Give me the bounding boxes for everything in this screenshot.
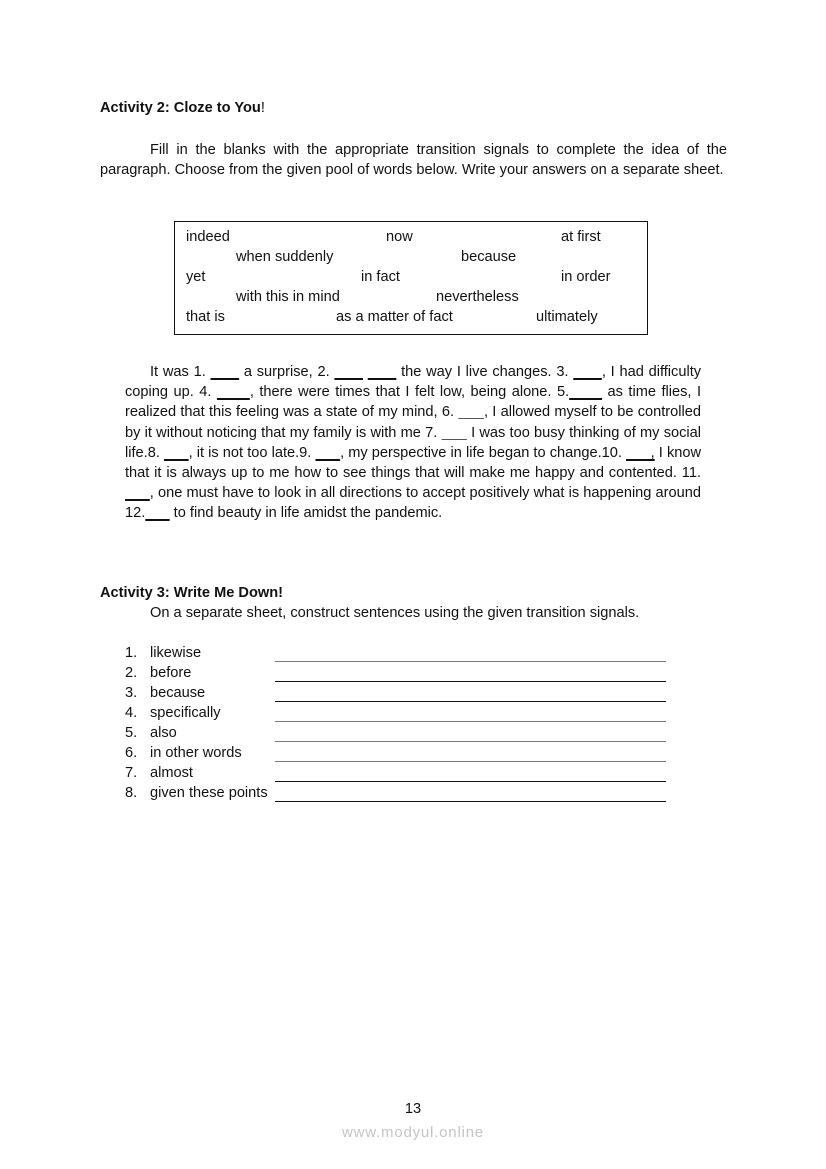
word-pool-item: with this in mind [236, 289, 340, 305]
word-pool-item: in order [561, 269, 611, 285]
answer-line[interactable] [275, 801, 666, 802]
answer-line[interactable] [275, 741, 666, 742]
cloze-text: I know that it is always up to me how to see things that will make me happy and contented. 11. [125, 444, 702, 482]
answer-line[interactable] [275, 701, 666, 702]
list-item-number: 4. [125, 705, 138, 721]
answer-line[interactable] [275, 681, 666, 682]
page-number: 13 [404, 1101, 422, 1117]
list-item-label: because [150, 685, 206, 701]
cloze-blank-12 [145, 505, 169, 521]
word-pool-item: yet [186, 269, 206, 285]
cloze-text: , it is not too late.9. [188, 444, 316, 461]
list-item-label: before [150, 665, 192, 681]
list-item [125, 705, 670, 725]
list-item [125, 685, 670, 705]
cloze-blank-10: , [626, 444, 655, 461]
list-item-label: almost [150, 765, 193, 781]
cloze-text: a surprise, 2. [239, 364, 335, 380]
cloze-blank-5 [569, 384, 602, 400]
list-item-label: in other words [150, 745, 242, 761]
list-item [125, 745, 670, 765]
cloze-blank-11 [125, 485, 150, 501]
list-item-label: given these points [150, 785, 268, 801]
list-item [125, 765, 670, 785]
list-item-number: 5. [125, 725, 138, 741]
cloze-text: It was 1. [150, 364, 211, 380]
list-item [125, 725, 670, 745]
word-pool-item: now [386, 229, 413, 245]
answer-line[interactable] [275, 721, 666, 722]
cloze-text: to find beauty in life amidst the pandemic. [169, 505, 443, 522]
list-item-label: specifically [150, 705, 221, 721]
cloze-blank-7 [442, 425, 467, 441]
activity-2-title-text: Activity 2: Cloze to You [100, 100, 261, 116]
word-pool-item: ultimately [536, 309, 598, 325]
answer-line[interactable] [275, 761, 666, 762]
cloze-blank-2a [334, 364, 363, 380]
cloze-blank-8 [164, 445, 189, 461]
activity-3-instructions: On a separate sheet, construct sentences using the given transition signals. [150, 605, 640, 621]
cloze-text: , there were times that I felt low, being alone. 5. [249, 384, 570, 401]
word-pool-item: in fact [361, 269, 400, 285]
cloze-blank-9 [315, 445, 340, 461]
word-pool-item: because [461, 249, 517, 265]
cloze-text: , I had difficulty coping up. 4. [125, 364, 702, 401]
cloze-text: the way I live changes. 3. [396, 364, 574, 380]
list-item-number: 1. [125, 645, 138, 661]
word-pool-item: at first [561, 229, 601, 245]
answer-line[interactable] [275, 781, 666, 782]
answer-line[interactable] [275, 661, 666, 662]
cloze-text: , one must have to look in all directions to accept positively what is happening around 12. [125, 485, 701, 522]
cloze-blank-3 [573, 364, 602, 380]
cloze-blank-2b [368, 364, 397, 380]
word-pool-item: that is [186, 309, 225, 325]
activity-2-title-exclamation: ! [260, 100, 265, 116]
cloze-blank-6 [458, 404, 484, 420]
list-item [125, 665, 670, 685]
word-pool-item: as a matter of fact [336, 309, 453, 325]
list-item-label: likewise [150, 645, 202, 661]
list-item-label: also [150, 725, 177, 741]
activity-2-instructions: Fill in the blanks with the appropriate transition signals to complete the idea of the paragraph. Choose from the given pool of words below. Write your answers on a separate sheet. [100, 142, 727, 179]
word-pool-item: indeed [186, 229, 230, 245]
cloze-paragraph-text [125, 362, 701, 524]
cloze-text: , my perspective in life began to change.10. [340, 444, 627, 461]
list-item-number: 2. [125, 665, 138, 681]
watermark: www.modyul.online [342, 1124, 484, 1141]
list-item-number: 3. [125, 685, 138, 701]
cloze-blank-4 [217, 384, 250, 400]
word-pool-item: nevertheless [436, 289, 519, 305]
cloze-text: , I allowed myself to be controlled by it without noticing that my family is with me 7. [125, 404, 701, 441]
word-pool-item: when suddenly [236, 249, 334, 265]
activity-2-title [100, 100, 265, 116]
word-pool-box [174, 221, 648, 335]
cloze-blank-1 [211, 364, 240, 380]
cloze-text: as time flies, I realized that this feeling was a state of my mind, 6. [125, 384, 702, 421]
list-item [125, 785, 670, 805]
list-item [125, 645, 670, 665]
activity-3-title: Activity 3: Write Me Down! [100, 585, 283, 601]
cloze-paragraph [125, 362, 701, 524]
list-item-number: 7. [125, 765, 138, 781]
list-item-number: 8. [125, 785, 138, 801]
cloze-text: I was too busy thinking of my social life.8. [125, 424, 702, 461]
list-item-number: 6. [125, 745, 138, 761]
